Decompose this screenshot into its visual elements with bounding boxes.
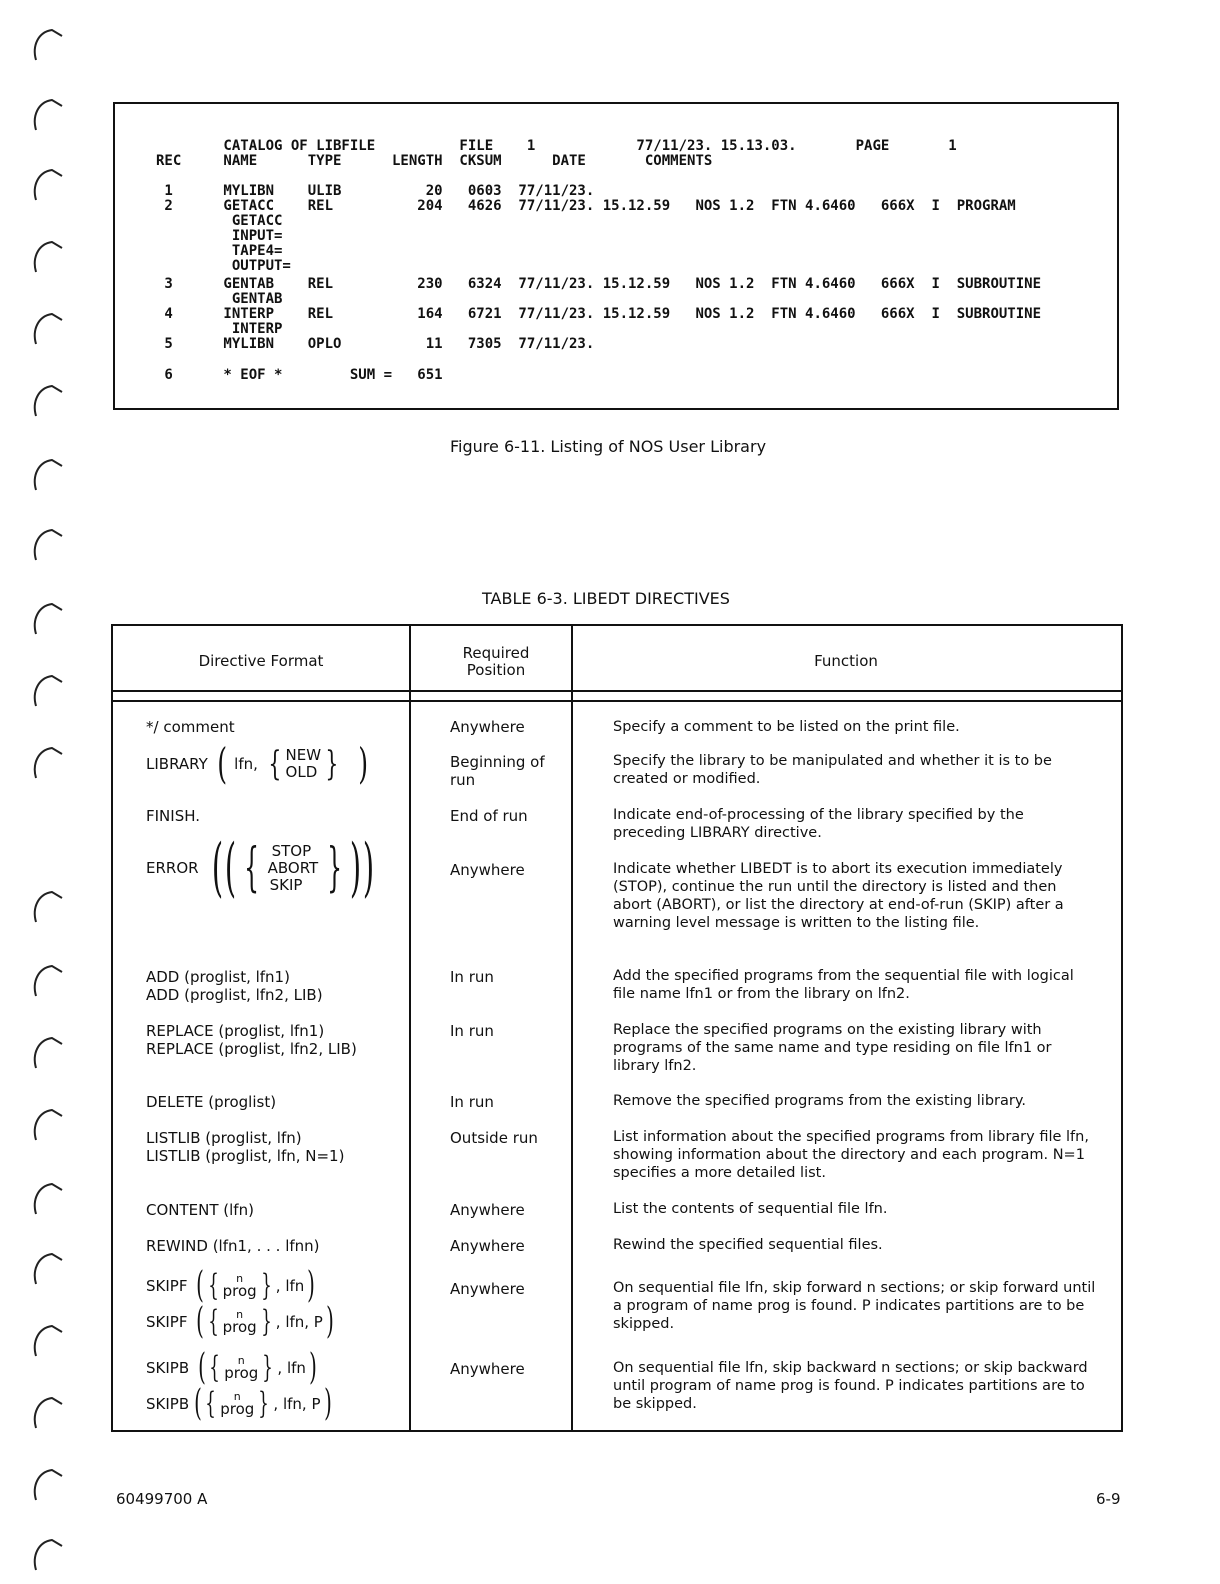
open-brace: { <box>243 838 259 898</box>
function-description: Remove the specified programs from the existing library. <box>613 1093 1026 1109</box>
binder-hole-icon <box>28 1532 64 1574</box>
close-paren: ) <box>363 831 375 905</box>
required-position: Anywhere <box>450 1280 525 1298</box>
binder-hole-icon <box>28 1030 64 1072</box>
option-prog: prog <box>222 1318 257 1336</box>
directive-format: FINISH. <box>146 807 201 825</box>
directive-format-skipb-partitions: SKIPB ( { n prog } , lfn, P ) <box>146 1383 332 1424</box>
open-paren: ( <box>196 1265 205 1306</box>
listing-line: CATALOG OF LIBFILE FILE 1 77/11/23. 15.13.03. PAGE 1 <box>156 138 957 154</box>
directive-arg: lfn <box>286 1359 306 1377</box>
binder-hole-icon <box>28 1462 64 1504</box>
listing-line: 3 GENTAB REL 230 6324 77/11/23. 15.12.59 NOS 1.2 FTN 4.6460 666X I SUBROUTINE <box>156 276 1042 292</box>
directive-arg: lfn <box>285 1277 305 1295</box>
binder-hole-icon <box>28 92 64 134</box>
directive-format: DELETE (proglist) <box>146 1093 277 1111</box>
binder-hole-icon <box>28 1176 64 1218</box>
function-description: On sequential file lfn, skip backward n sections; or skip backward until program of name prog is found. P indicates partitions are to be skipped. <box>613 1360 1088 1412</box>
close-brace: } <box>325 744 339 784</box>
close-paren: ) <box>357 739 368 788</box>
binder-hole-icon <box>28 1318 64 1360</box>
option-stack <box>224 1355 258 1381</box>
option-n: n <box>237 1354 245 1367</box>
close-paren: ) <box>307 1265 316 1306</box>
option-new: NEW <box>285 746 322 764</box>
required-position: Anywhere <box>450 1237 525 1255</box>
required-position: Anywhere <box>450 1201 525 1219</box>
option-prog: prog <box>222 1282 257 1300</box>
required-position: Anywhere <box>450 861 525 879</box>
directive-name: LIBRARY <box>146 755 208 773</box>
header-rule <box>113 700 1121 702</box>
directive-format-skipb: SKIPB ( { n prog } , lfn ) <box>146 1347 317 1388</box>
listing-line: INTERP <box>156 321 283 337</box>
open-brace: { <box>268 744 282 784</box>
required-position: Anywhere <box>450 718 525 736</box>
directive-name: SKIPB <box>146 1359 190 1377</box>
listing-line: GETACC <box>156 213 283 229</box>
listing-line: 4 INTERP REL 164 6721 77/11/23. 15.12.59 NOS 1.2 FTN 4.6460 666X I SUBROUTINE <box>156 306 1042 322</box>
binder-hole-icon <box>28 668 64 710</box>
open-paren: ( <box>194 1383 203 1424</box>
directive-format: REWIND (lfn1, . . . lfnn) <box>146 1237 320 1255</box>
header-rule <box>113 690 1121 692</box>
binder-hole-icon <box>28 1102 64 1144</box>
function-description: Indicate whether LIBEDT is to abort its execution immediately (STOP), continue the run until the directory is listed and then abort (ABORT), or list the directory at end-of-run (SKIP) after a warning level message is written to the listing file. <box>613 861 1064 931</box>
libedt-directives-table <box>111 624 1123 1432</box>
function-description: Replace the specified programs on the existing library with programs of the same name and type residing on file lfn1 or library lfn2. <box>613 1022 1052 1074</box>
open-brace: { <box>205 1386 216 1421</box>
directive-format: ADD (proglist, lfn1) <box>146 968 290 986</box>
option-n: n <box>233 1390 241 1403</box>
close-paren: ) <box>326 1301 334 1342</box>
option-stack <box>268 843 319 894</box>
function-description: Indicate end-of-processing of the library specified by the preceding LIBRARY directive. <box>613 807 1024 841</box>
column-divider <box>571 626 573 1430</box>
binder-hole-icon <box>28 378 64 420</box>
listing-line: 1 MYLIBN ULIB 20 0603 77/11/23. <box>156 183 595 199</box>
required-position: In run <box>450 1093 494 1111</box>
listing-line: TAPE4= <box>156 243 283 259</box>
header-required-position: Required Position <box>462 644 530 679</box>
directive-arg: lfn, P <box>285 1313 323 1331</box>
table-title: TABLE 6-3. LIBEDT DIRECTIVES <box>482 589 730 608</box>
function-description: Specify the library to be manipulated and whether it is to be created or modified. <box>613 753 1052 787</box>
function-description: List information about the specified programs from library file lfn, showing information about the directory and each program. N=1 specifies a more detailed list. <box>613 1129 1089 1181</box>
function-description: Add the specified programs from the sequential file with logical file name lfn1 or from the library on lfn2. <box>613 968 1074 1002</box>
binder-hole-icon <box>28 740 64 782</box>
column-divider <box>409 626 411 1430</box>
option-prog: prog <box>224 1364 259 1382</box>
listing-line: INPUT= <box>156 228 283 244</box>
header-function: Function <box>814 652 878 670</box>
function-description: On sequential file lfn, skip forward n sections; or skip forward until a program of name prog is found. P indicates partitions are to be skipped. <box>613 1280 1096 1332</box>
option-prog: prog <box>220 1400 255 1418</box>
binder-hole-icon <box>28 522 64 564</box>
required-position: Outside run <box>450 1129 538 1147</box>
open-brace: { <box>209 1350 220 1385</box>
open-brace: { <box>207 1268 219 1303</box>
listing-line: 2 GETACC REL 204 4626 77/11/23. 15.12.59 NOS 1.2 FTN 4.6460 666X I PROGRAM <box>156 198 1016 214</box>
directive-format: */ comment <box>146 718 235 736</box>
directive-format-skipf-partitions: SKIPF ( { n prog } , lfn, P ) <box>146 1301 334 1342</box>
directive-format-library <box>146 740 371 788</box>
binder-hole-icon <box>28 234 64 276</box>
function-description: Specify a comment to be listed on the print file. <box>613 719 960 735</box>
directive-format: REPLACE (proglist, lfn1) <box>146 1022 325 1040</box>
option-n: n <box>236 1308 244 1321</box>
directive-format: LISTLIB (proglist, lfn, N=1) <box>146 1147 345 1165</box>
option-stack <box>220 1391 254 1417</box>
directive-format: REPLACE (proglist, lfn2, LIB) <box>146 1040 357 1058</box>
function-description: List the contents of sequential file lfn. <box>613 1201 888 1217</box>
binder-hole-icon <box>28 452 64 494</box>
directive-name: SKIPB <box>146 1395 190 1413</box>
binder-hole-icon <box>28 1390 64 1432</box>
binder-hole-icon <box>28 22 64 64</box>
open-brace: { <box>207 1304 219 1339</box>
directive-arg: lfn, P <box>282 1395 321 1413</box>
close-brace: } <box>327 838 343 898</box>
binder-hole-icon <box>28 1246 64 1288</box>
binder-hole-icon <box>28 596 64 638</box>
document-number: 60499700 A <box>116 1490 208 1508</box>
figure-caption: Figure 6-11. Listing of NOS User Library <box>450 437 767 456</box>
directive-arg: lfn, <box>234 755 258 773</box>
close-brace: } <box>260 1268 272 1303</box>
required-position: Anywhere <box>450 1360 525 1378</box>
catalog-listing-figure <box>113 102 1119 410</box>
required-position: Beginning of run <box>450 753 545 789</box>
option-old: OLD <box>285 763 318 781</box>
close-paren: ) <box>309 1347 317 1388</box>
directive-format: LISTLIB (proglist, lfn) <box>146 1129 302 1147</box>
required-position: In run <box>450 1022 494 1040</box>
binder-hole-icon <box>28 162 64 204</box>
header-directive-format: Directive Format <box>198 652 324 670</box>
listing-line: OUTPUT= <box>156 258 291 274</box>
directive-format-error <box>146 830 381 906</box>
option-n: n <box>236 1272 244 1285</box>
directive-format-skipf: SKIPF ( { n prog } , lfn ) <box>146 1265 316 1306</box>
open-paren: ( <box>198 1347 207 1388</box>
directive-name: SKIPF <box>146 1277 188 1295</box>
close-brace: } <box>262 1350 274 1385</box>
listing-line: REC NAME TYPE LENGTH CKSUM DATE COMMENTS <box>156 153 713 169</box>
close-paren: ) <box>323 1383 332 1424</box>
option-stack <box>286 747 322 781</box>
close-brace: } <box>258 1386 270 1421</box>
required-position: In run <box>450 968 494 986</box>
directive-format: ADD (proglist, lfn2, LIB) <box>146 986 323 1004</box>
required-position: End of run <box>450 807 528 825</box>
listing-line: 6 * EOF * SUM = 651 <box>156 367 443 383</box>
directive-name: SKIPF <box>146 1313 188 1331</box>
open-paren: ( <box>217 739 227 788</box>
open-paren: ( <box>196 1301 205 1342</box>
function-description: Rewind the specified sequential files. <box>613 1237 883 1253</box>
close-brace: } <box>260 1304 272 1339</box>
option-abort: ABORT <box>267 858 319 877</box>
binder-hole-icon <box>28 958 64 1000</box>
option-stack <box>223 1273 257 1299</box>
close-paren: ) <box>350 831 362 905</box>
listing-line: GENTAB <box>156 291 283 307</box>
open-paren: ( <box>211 831 223 905</box>
directive-name: ERROR <box>146 859 199 877</box>
binder-hole-icon <box>28 306 64 348</box>
option-stop: STOP <box>271 841 312 860</box>
page-number: 6-9 <box>1096 1490 1121 1508</box>
binder-hole-icon <box>28 884 64 926</box>
directive-format: CONTENT (lfn) <box>146 1201 254 1219</box>
option-stack <box>223 1309 257 1335</box>
option-skip: SKIP <box>269 875 303 894</box>
open-paren: ( <box>224 831 236 905</box>
listing-line: 5 MYLIBN OPLO 11 7305 77/11/23. <box>156 336 595 352</box>
